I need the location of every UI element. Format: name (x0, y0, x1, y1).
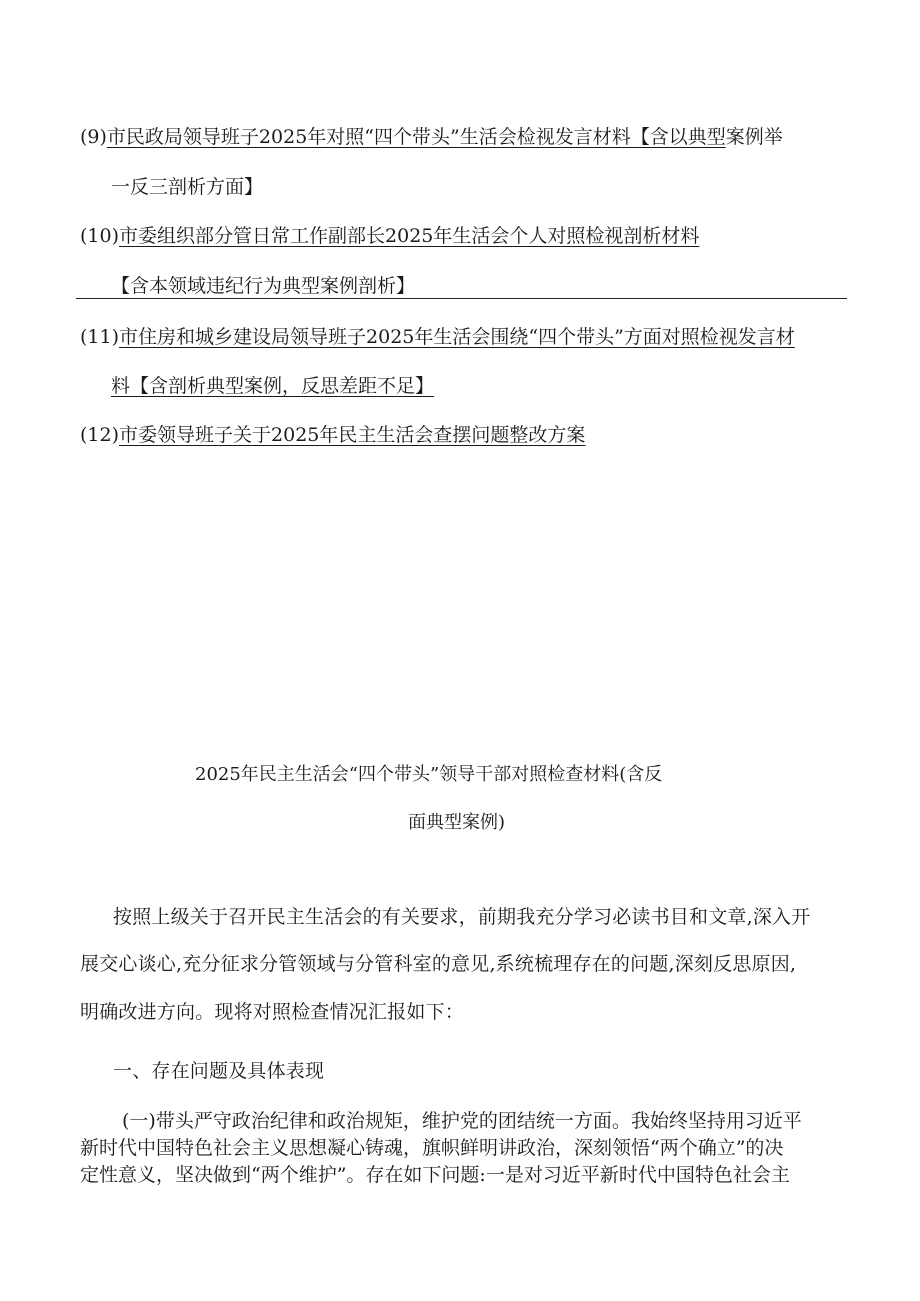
intro-line-1: 按照上级关于召开民主生活会的有关要求，前期我充分学习必读书目和文章,深入开 (113, 906, 811, 928)
toc-item-10-number: (10) (80, 225, 120, 247)
divider-line (76, 298, 847, 299)
toc-item-9-tail: 案例举 (725, 126, 783, 148)
toc-item-10-line2: 【含本领域违纪行为典型案例剖析】 (111, 275, 416, 297)
toc-item-12 (80, 420, 585, 447)
toc-item-9-line2: 一反三剖析方面】 (111, 176, 264, 198)
toc-item-11-number: (11) (80, 326, 120, 348)
toc-item-10-link[interactable]: 市委组织部分管日常工作副部长2025年生活会个人对照检视剖析材料 (119, 225, 700, 247)
toc-item-11-link[interactable]: 市住房和城乡建设局领导班子2025年生活会围绕“四个带头”方面对照检视发言材 (119, 326, 795, 348)
toc-item-9-number: (9) (80, 126, 107, 148)
toc-item-11-link-line2[interactable]: 料【含剖析典型案例，反思差距不足】 (111, 375, 435, 397)
section-1-heading: 一、存在问题及具体表现 (113, 1060, 325, 1082)
subsection-1-line-3: 定性意义，坚决做到“两个维护”。存在如下问题:一是对习近平新时代中国特色社会主 (80, 1164, 790, 1186)
toc-item-11 (80, 322, 795, 349)
toc-item-11-line2-wrap (111, 371, 434, 398)
intro-line-2: 展交心谈心,充分征求分管领域与分管科室的意见,系统梳理存在的问题,深刻反思原因, (80, 953, 797, 975)
toc-item-9 (80, 122, 783, 149)
subsection-1-line-1: (一)带头严守政治纪律和政治规矩，维护党的团结统一方面。我始终坚持用习近平 (122, 1110, 802, 1132)
subsection-1-line-2: 新时代中国特色社会主义思想凝心铸魂，旗帜鲜明讲政治，深刻领悟“两个确立”的决 (80, 1137, 784, 1159)
toc-item-9-link[interactable]: 市民政局领导班子2025年对照“四个带头”生活会检视发言材料【含以典型 (106, 126, 726, 148)
toc-item-10 (80, 221, 699, 248)
intro-line-3: 明确改进方向。现将对照检查情况汇报如下： (80, 1001, 465, 1023)
article-title-line2: 面典型案例) (408, 812, 506, 833)
toc-item-12-number: (12) (80, 424, 120, 446)
toc-item-12-link[interactable]: 市委领导班子关于2025年民主生活会查摆问题整改方案 (119, 424, 586, 446)
article-title-line1: 2025年民主生活会“四个带头”领导干部对照检查材料(含反 (195, 764, 663, 785)
